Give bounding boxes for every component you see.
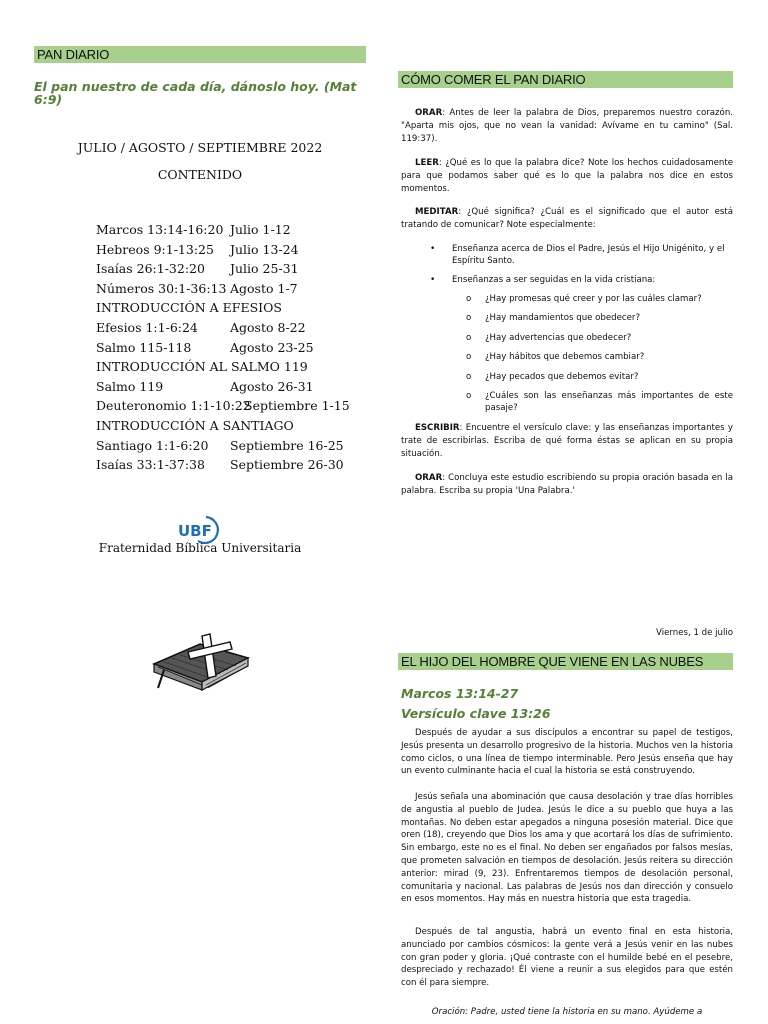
how-to-banner: CÓMO COMER EL PAN DIARIO — [398, 71, 733, 88]
orar-final-paragraph — [401, 472, 733, 498]
escribir-paragraph — [401, 422, 733, 460]
contents-list — [96, 220, 376, 475]
circle-bullet-icon: o — [466, 313, 472, 323]
contents-dates: Julio 1-12 — [230, 222, 291, 237]
contents-dates: Agosto 1-7 — [230, 280, 298, 296]
contents-dates: Septiembre 1-15 — [244, 398, 350, 414]
logo-text: UBF — [178, 522, 212, 540]
devotional-banner: EL HIJO DEL HOMBRE QUE VIENE EN LAS NUBES — [398, 653, 733, 670]
paragraph-text: Después de ayudar a sus discípulos a encontrar su papel de testigos, Jesús presenta un desarrollo progresivo de la historia. Muchos ven la historia como ciclos, o una línea de tiempo interminable. Pero Jesús enseña que hay un evento culminante hacia el cual la historia se está construyendo. — [401, 728, 733, 777]
contents-row — [96, 279, 376, 299]
circle-bullet-icon: o — [466, 294, 472, 304]
contents-section-heading — [96, 416, 376, 436]
contents-ref: Santiago 1:1-6:20 — [96, 437, 209, 453]
contents-row — [96, 318, 376, 338]
leer-label: LEER — [415, 158, 439, 168]
key-verse: Versículo clave 13:26 — [401, 706, 551, 721]
orar-final-text: : Concluya este estudio escribiendo su propia oración basada en la palabra. Escriba su propia 'Una Palabra.' — [401, 473, 733, 496]
paragraph-text: Jesús señala una abominación que causa desolación y trae días horribles de angustia al pueblo de Judea. Jesús le dice a su pueblo que huya a las montañas. No deben estar apegados a ninguna posesión material. Dice que oren (18), creyendo que Dios los ama y que acortará los días de sufrimiento. Sin embargo, este no es el final. No deben ser engañados por falsos mesías, que prometen salvación en tiempos de desolación. Jesús reitera su dirección anterior: mirad (9, 23). Enfrentaremos tiempos de desolación personal, comunitaria y nacional. Las palabras de Jesús nos dan dirección y consuelo en esos momentos. Hay más en nuestra historia que esta tragedia. — [401, 792, 733, 905]
contents-section-heading — [96, 357, 376, 377]
contents-ref: Isaías 33:1-37:38 — [96, 457, 205, 473]
sub-bullet-text: ¿Cuáles son las enseñanzas más importantes de este pasaje? — [485, 391, 733, 414]
bullet-icon: • — [430, 275, 436, 285]
contents-dates: Agosto 26-31 — [230, 378, 314, 394]
organization-name: Fraternidad Bíblica Universitaria — [98, 541, 302, 555]
sub-bullet-text: ¿Hay hábitos que debemos cambiar? — [485, 352, 645, 362]
contents-row — [96, 240, 376, 260]
sub-bullet-text: ¿Hay mandamientos que obedecer? — [485, 313, 641, 323]
meditar-text: : ¿Qué significa? ¿Cuál es el significado que el autor está tratando de comunicar? Note especialmente: — [401, 207, 733, 230]
paragraph-text: Después de tal angustia, habrá un evento final en esta historia, anunciado por cambios cósmicos: la gente verá a Jesús venir en las nubes con gran poder y gloria. ¡Qué contraste con el humilde bebé en el pesebre, despreciado y rechazado! Él viene a reunir a sus elegidos para que estén con él para siempre. — [401, 927, 733, 989]
sub-bullet-text: ¿Hay promesas qué creer y por las cuáles clamar? — [485, 294, 702, 304]
pan-diario-banner: PAN DIARIO — [34, 46, 366, 63]
contents-dates: Julio 25-31 — [230, 261, 299, 277]
contents-ref: INTRODUCCIÓN A SANTIAGO — [96, 417, 294, 433]
passage-reference: Marcos 13:14-27 — [401, 686, 519, 701]
contents-dates: Agosto 8-22 — [230, 319, 306, 335]
motto: El pan nuestro de cada día, dánoslo hoy. (Mat 6:9) — [34, 79, 357, 107]
bullet-icon: • — [430, 244, 436, 254]
devotional-date: Viernes, 1 de julio — [656, 628, 733, 638]
contents-ref: Efesios 1:1-6:24 — [96, 319, 198, 335]
bullet-text: Enseñanzas a ser seguidas en la vida cristiana: — [452, 275, 656, 285]
contents-ref: Hebreos 9:1-13:25 — [96, 241, 214, 257]
contents-row — [96, 455, 376, 475]
circle-bullet-icon: o — [466, 333, 472, 343]
contents-ref: Salmo 115-118 — [96, 339, 192, 355]
escribir-label: ESCRIBIR — [415, 423, 460, 433]
contents-dates: Septiembre 26-30 — [230, 457, 344, 473]
escribir-text: : Encuentre el versículo clave: y las enseñanzas importantes y trate de escribirlas. Escriba de qué forma éstas se aplican en su propia situación. — [401, 423, 733, 459]
meditar-paragraph — [401, 206, 733, 232]
contents-ref: Isaías 26:1-32:20 — [96, 261, 205, 277]
orar-final-label: ORAR — [415, 473, 443, 483]
devotional-paragraph — [401, 926, 733, 990]
contents-row — [96, 377, 376, 397]
bible-with-cross-icon — [150, 624, 252, 694]
contents-ref: INTRODUCCIÓN A EFESIOS — [96, 300, 282, 316]
orar-text: : Antes de leer la palabra de Dios, preparemos nuestro corazón. "Aparta mis ojos, que no vean la vanidad: Avívame en tu camino" (Sal. 119:37). — [401, 108, 733, 144]
leer-paragraph — [401, 157, 733, 195]
contents-row — [96, 220, 376, 240]
contents-row — [96, 396, 376, 416]
contents-heading: CONTENIDO — [157, 167, 243, 182]
circle-bullet-icon: o — [466, 391, 472, 401]
contents-row — [96, 259, 376, 279]
orar-label: ORAR — [415, 108, 443, 118]
sub-bullet-text: ¿Hay advertencias que obedecer? — [485, 333, 632, 343]
devotional-paragraph — [401, 791, 733, 906]
circle-bullet-icon: o — [466, 372, 472, 382]
contents-section-heading — [96, 298, 376, 318]
circle-bullet-icon: o — [466, 352, 472, 362]
contents-dates: Agosto 23-25 — [230, 339, 314, 355]
contents-ref: Salmo 119 — [96, 378, 164, 394]
devotional-paragraph — [401, 727, 733, 778]
leer-text: : ¿Qué es lo que la palabra dice? Note los hechos cuidadosamente para que podamos saber qué es lo que la palabra nos dice en estos momentos. — [401, 158, 733, 194]
contents-dates: Septiembre 16-25 — [230, 437, 344, 453]
period-title: JULIO / AGOSTO / SEPTIEMBRE 2022 — [77, 140, 323, 155]
ubf-logo — [176, 514, 224, 544]
prayer-text: Oración: Padre, usted tiene la historia en su mano. Ayúdeme a — [431, 1007, 703, 1017]
contents-ref: INTRODUCCIÓN AL SALMO 119 — [96, 359, 308, 375]
contents-row — [96, 338, 376, 358]
contents-ref: Marcos 13:14-16:20 — [96, 222, 224, 237]
meditar-label: MEDITAR — [415, 207, 459, 217]
bullet-text: Enseñanza acerca de Dios el Padre, Jesús el Hijo Unigénito, y el Espíritu Santo. — [452, 244, 725, 267]
orar-paragraph — [401, 107, 733, 145]
contents-dates: Julio 13-24 — [230, 241, 299, 257]
contents-row — [96, 436, 376, 456]
contents-ref: Deuteronomio 1:1-10:22 — [96, 398, 251, 414]
contents-ref: Números 30:1-36:13 — [96, 280, 227, 296]
sub-bullet-text: ¿Hay pecados que debemos evitar? — [485, 372, 639, 382]
